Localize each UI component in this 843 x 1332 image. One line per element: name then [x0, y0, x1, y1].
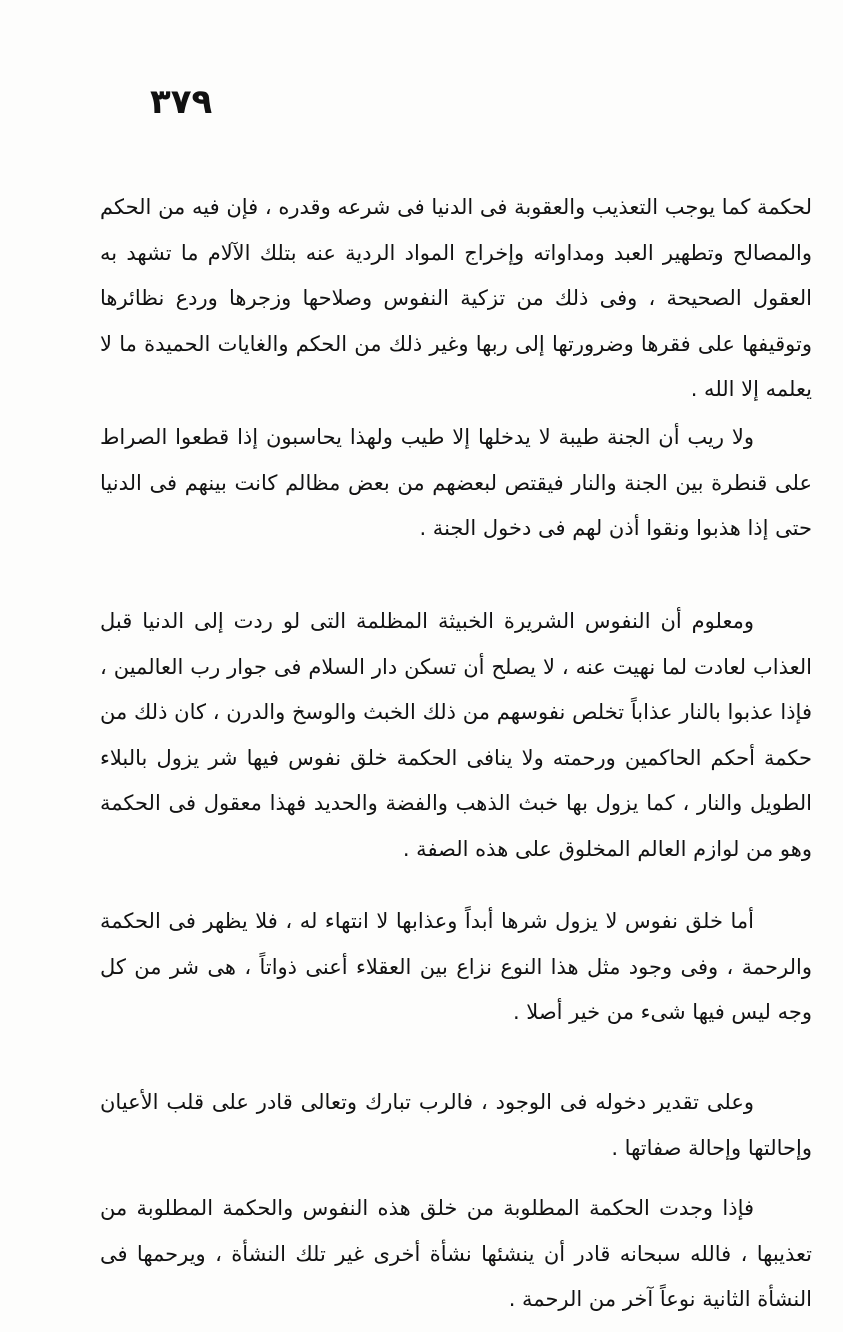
- paragraph-5: وعلى تقدير دخوله فى الوجود ، فالرب تبارك وتعالى قادر على قلب الأعيان وإحالتها وإحالة صفاتها .: [100, 1090, 812, 1160]
- paragraph-4: أما خلق نفوس لا يزول شرها أبداً وعذابها لا انتهاء له ، فلا يظهر فى الحكمة والرحمة ، وفى وجود مثل هذا النوع نزاع بين العقلاء أعنى ذواتاً ، هى شر من كل وجه ليس فيها شىء من خير أصلا .: [100, 909, 812, 1025]
- paragraph-6: فإذا وجدت الحكمة المطلوبة من خلق هذه النفوس والحكمة المطلوبة من تعذيبها ، فالله سبحانه قادر أن ينشئها نشأة أخرى غير تلك النشأة ، ويرحمها فى النشأة الثانية نوعاً آخر من الرحمة .: [100, 1196, 812, 1312]
- paragraph-3: ومعلوم أن النفوس الشريرة الخبيثة المظلمة التى لو ردت إلى الدنيا قبل العذاب لعادت لما نهيت عنه ، لا يصلح أن تسكن دار السلام فى جوار رب العالمين ، فإذا عذبوا بالنار عذاباً تخلص نفوسهم من ذلك الخبث والوسخ والدرن ، كان ذلك من حكمة أحكم الحاكمين ورحمته ولا ينافى الحكمة خلق نفوس فيها شر يزول بالبلاء الطويل والنار ، كما يزول بها خبث الذهب والفضة والحديد فهذا معقول فى الحكمة وهو من لوازم العالم المخلوق على هذه الصفة .: [100, 609, 812, 861]
- page-number: ٣٧٩: [150, 82, 213, 122]
- paragraph-2: ولا ريب أن الجنة طيبة لا يدخلها إلا طيب ولهذا يحاسبون إذا قطعوا الصراط على قنطرة بين الجنة والنار فيقتص لبعضهم من بعض مظالم كانت بينهم فى الدنيا حتى إذا هذبوا ونقوا أذن لهم فى دخول الجنة .: [100, 425, 812, 541]
- paragraph-1: لحكمة كما يوجب التعذيب والعقوبة فى الدنيا فى شرعه وقدره ، فإن فيه من الحكم والمصالح وتطهير العبد ومداواته وإخراج المواد الردية عنه بتلك الآلام ما تشهد به العقول الصحيحة ، وفى ذلك من تزكية النفوس وصلاحها وزجرها وردع نظائرها وتوقيفها على فقرها وضرورتها إلى ربها وغير ذلك من الحكم والغايات الحميدة ما لا يعلمه إلا الله .: [100, 195, 812, 402]
